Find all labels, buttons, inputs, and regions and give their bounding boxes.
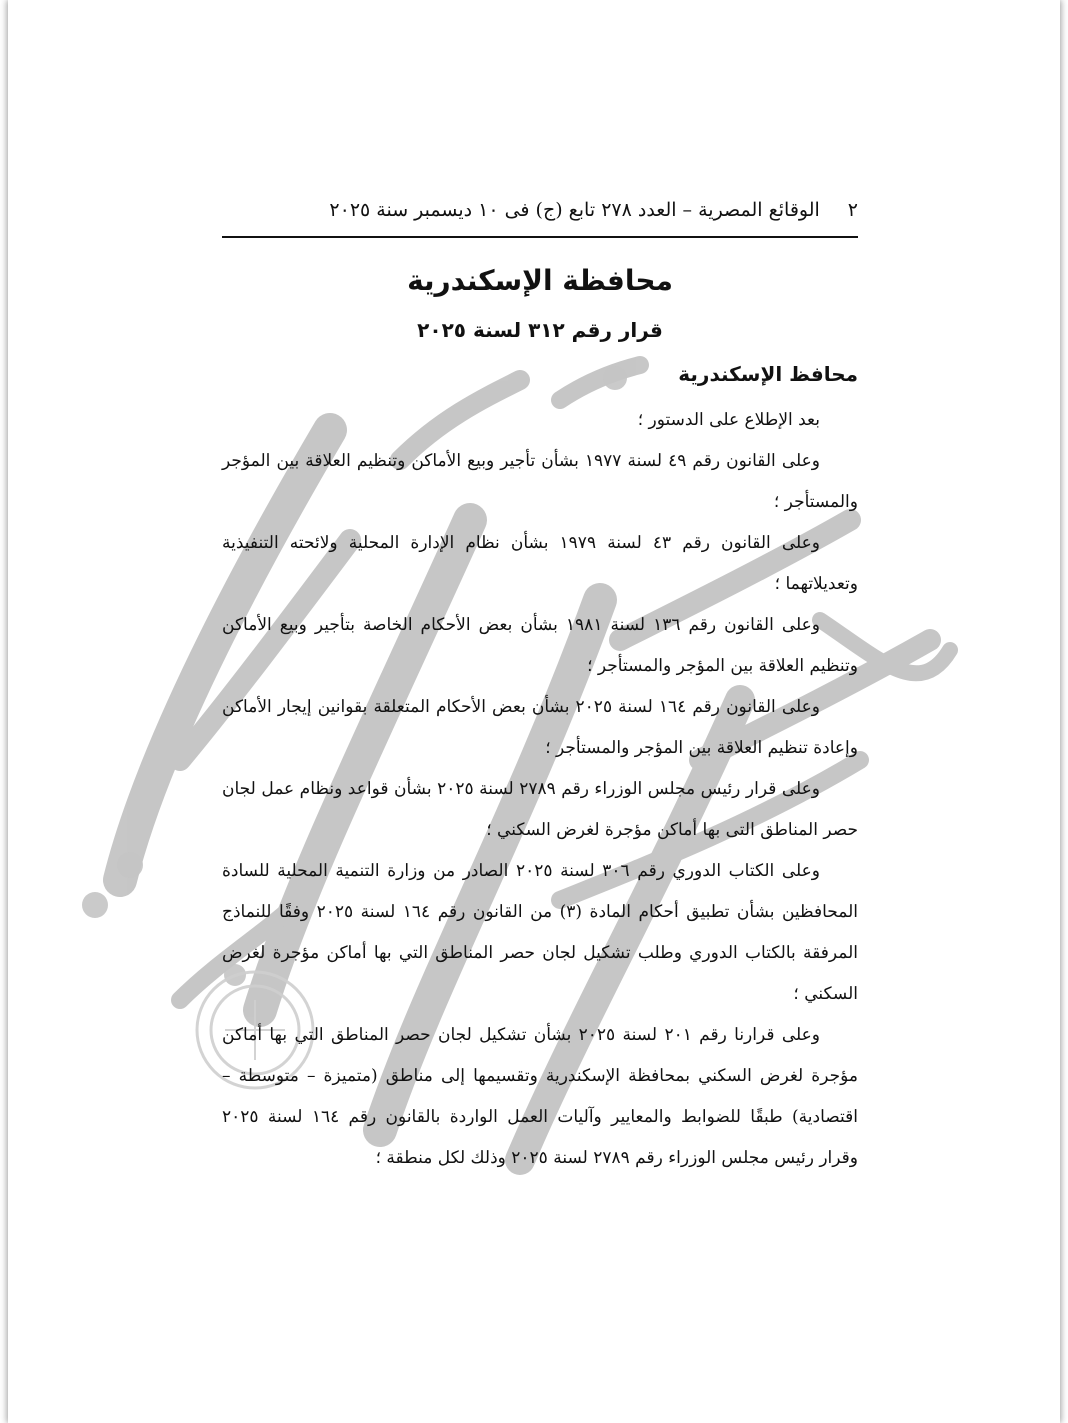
paragraph: وعلى الكتاب الدوري رقم ٣٠٦ لسنة ٢٠٢٥ الصادر من وزارة التنمية المحلية للسادة المحافظين بشأن تطبيق أحكام المادة (٣) من القانون رقم ١٦٤ لسنة ٢٠٢٥ وفقًا للنماذج المرفقة بالكتاب الدوري وطلب تشكيل لجان حصر المناطق التي بها أماكن مؤجرة لغرض السكني ؛ <box>222 861 859 1004</box>
publication-line: الوقائع المصرية – العدد ٢٧٨ تابع (ج) فى ١٠ ديسمبر سنة ٢٠٢٥ <box>329 199 820 221</box>
signer-heading: محافظ الإسكندرية <box>678 362 858 386</box>
decree-number: قرار رقم ٣١٢ لسنة ٢٠٢٥ <box>417 318 663 342</box>
paragraph: وعلى القانون رقم ١٦٤ لسنة ٢٠٢٥ بشأن بعض الأحكام المتعلقة بقوانين إيجار الأماكن وإعادة تنظيم العلاقة بين المؤجر والمستأجر ؛ <box>222 697 858 758</box>
document-title: محافظة الإسكندرية <box>407 264 673 297</box>
document-body <box>222 400 858 1179</box>
page-number: ٢ <box>847 199 858 221</box>
paragraph: وعلى قرارنا رقم ٢٠١ لسنة ٢٠٢٥ بشأن تشكيل لجان حصر المناطق التي بها أماكن مؤجرة لغرض السكني بمحافظة الإسكندرية وتقسيمها إلى مناطق (متميزة – متوسطة – اقتصادية) طبقًا للضوابط والمعايير وآليات العمل الواردة بالقانون رقم ١٦٤ لسنة ٢٠٢٥ وقرار رئيس مجلس الوزراء رقم ٢٧٨٩ لسنة ٢٠٢٥ وذلك لكل منطقة ؛ <box>222 1025 858 1168</box>
header-divider <box>222 236 858 238</box>
paragraph: وعلى القانون رقم ٤٣ لسنة ١٩٧٩ بشأن نظام الإدارة المحلية ولائحته التنفيذية وتعديلاتهما ؛ <box>222 533 858 594</box>
paragraph: بعد الإطلاع على الدستور ؛ <box>637 410 820 430</box>
paragraph: وعلى القانون رقم ٤٩ لسنة ١٩٧٧ بشأن تأجير وبيع الأماكن وتنظيم العلاقة بين المؤجر والمستأجر ؛ <box>222 451 858 512</box>
paragraph: وعلى قرار رئيس مجلس الوزراء رقم ٢٧٨٩ لسنة ٢٠٢٥ بشأن قواعد ونظام عمل لجان حصر المناطق التى بها أماكن مؤجرة لغرض السكني ؛ <box>222 779 858 840</box>
gazette-header <box>222 192 858 228</box>
paragraph: وعلى القانون رقم ١٣٦ لسنة ١٩٨١ بشأن بعض الأحكام الخاصة بتأجير وبيع الأماكن وتنظيم العلاقة بين المؤجر والمستأجر ؛ <box>222 615 858 676</box>
